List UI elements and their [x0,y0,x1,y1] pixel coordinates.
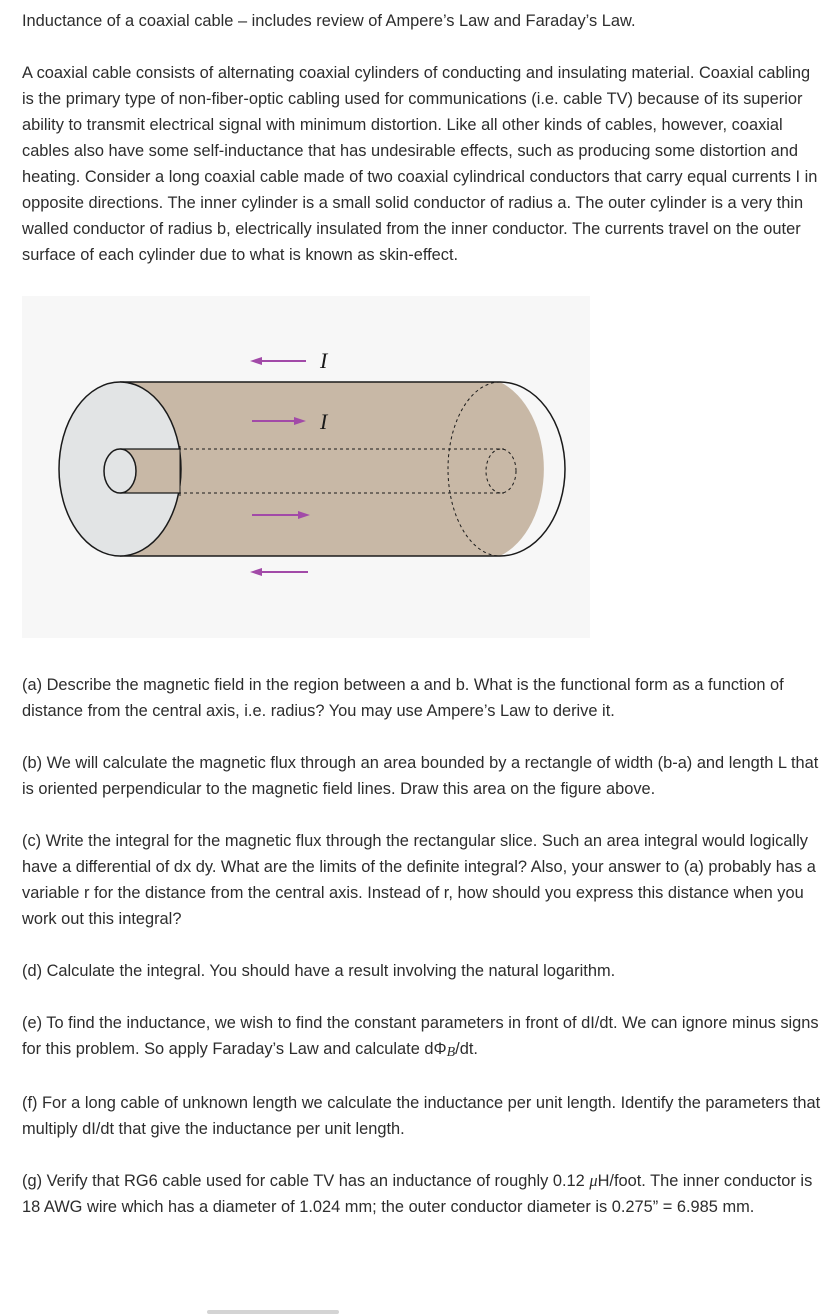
question-e [22,1010,822,1064]
flux-subscript: B [446,1045,456,1060]
question-g-end: H/foot. The inner conductor is 18 AWG wire which has a diameter of 1.024 mm; the outer conductor diameter is 0.275” = 6.985 mm. [22,1172,813,1216]
outer-current-arrow-bottom [250,568,308,576]
question-c: (c) Write the integral for the magnetic flux through the rectangular slice. Such an area integral would logically have a differential of dx dy. What are the limits of the definite integral? Also, your answer to (a) probably has a variable r for the distance from the central axis. Instead of r, how should you express this distance when you work out this integral? [22,832,816,928]
question-f: (f) For a long cable of unknown length we calculate the inductance per unit length. Identify the parameters that multiply dI/dt that give the inductance per unit length. [22,1094,821,1138]
scroll-indicator[interactable] [207,1310,339,1314]
question-b: (b) We will calculate the magnetic flux through an area bounded by a rectangle of width (b-a) and length L that is oriented perpendicular to the magnetic field lines. Draw this area on the figure above. [22,754,819,798]
question-d: (d) Calculate the integral. You should have a result involving the natural logarithm. [22,962,616,980]
coaxial-cable-figure [22,296,590,638]
document-title: Inductance of a coaxial cable – includes review of Ampere’s Law and Faraday’s Law. [22,12,636,30]
inner-conductor-front [104,449,136,493]
question-e-text: (e) To find the inductance, we wish to find the constant parameters in front of dI/dt. We can ignore minus signs for this problem. So apply Faraday’s Law and calculate dΦ [22,1014,819,1058]
outer-current-arrow-top [250,357,306,365]
micro-symbol: μ [589,1171,598,1190]
document [22,8,822,1246]
cable-body [120,382,544,556]
question-a: (a) Describe the magnetic field in the region between a and b. What is the functional form as a function of distance from the central axis, i.e. radius? You may use Ampere’s Law to derive it. [22,676,784,720]
question-g-text: (g) Verify that RG6 cable used for cable TV has an inductance of roughly 0.12 [22,1172,590,1190]
question-e-end: /dt. [455,1040,478,1058]
current-label-top: I [320,348,328,373]
intro-paragraph: A coaxial cable consists of alternating coaxial cylinders of conducting and insulating material. Coaxial cabling is the primary type of non-fiber-optic cabling used for communications (i.e. cable TV) because of its superior ability to transmit electrical signal with minimum distortion. Like all other kinds of cables, however, coaxial cables also have some self-inductance that has undesirable effects, such as producing some distortion and heating. Consider a long coaxial cable made of two coaxial cylindrical conductors that carry equal currents I in opposite directions. The inner cylinder is a small solid conductor of radius a. The outer cylinder is a very thin walled conductor of radius b, electrically insulated from the inner conductor. The currents travel on the outer surface of each cylinder due to what is known as skin-effect. [22,64,818,264]
question-g [22,1168,822,1220]
current-label-inner: I [320,409,328,434]
coaxial-cable-diagram [22,296,590,638]
